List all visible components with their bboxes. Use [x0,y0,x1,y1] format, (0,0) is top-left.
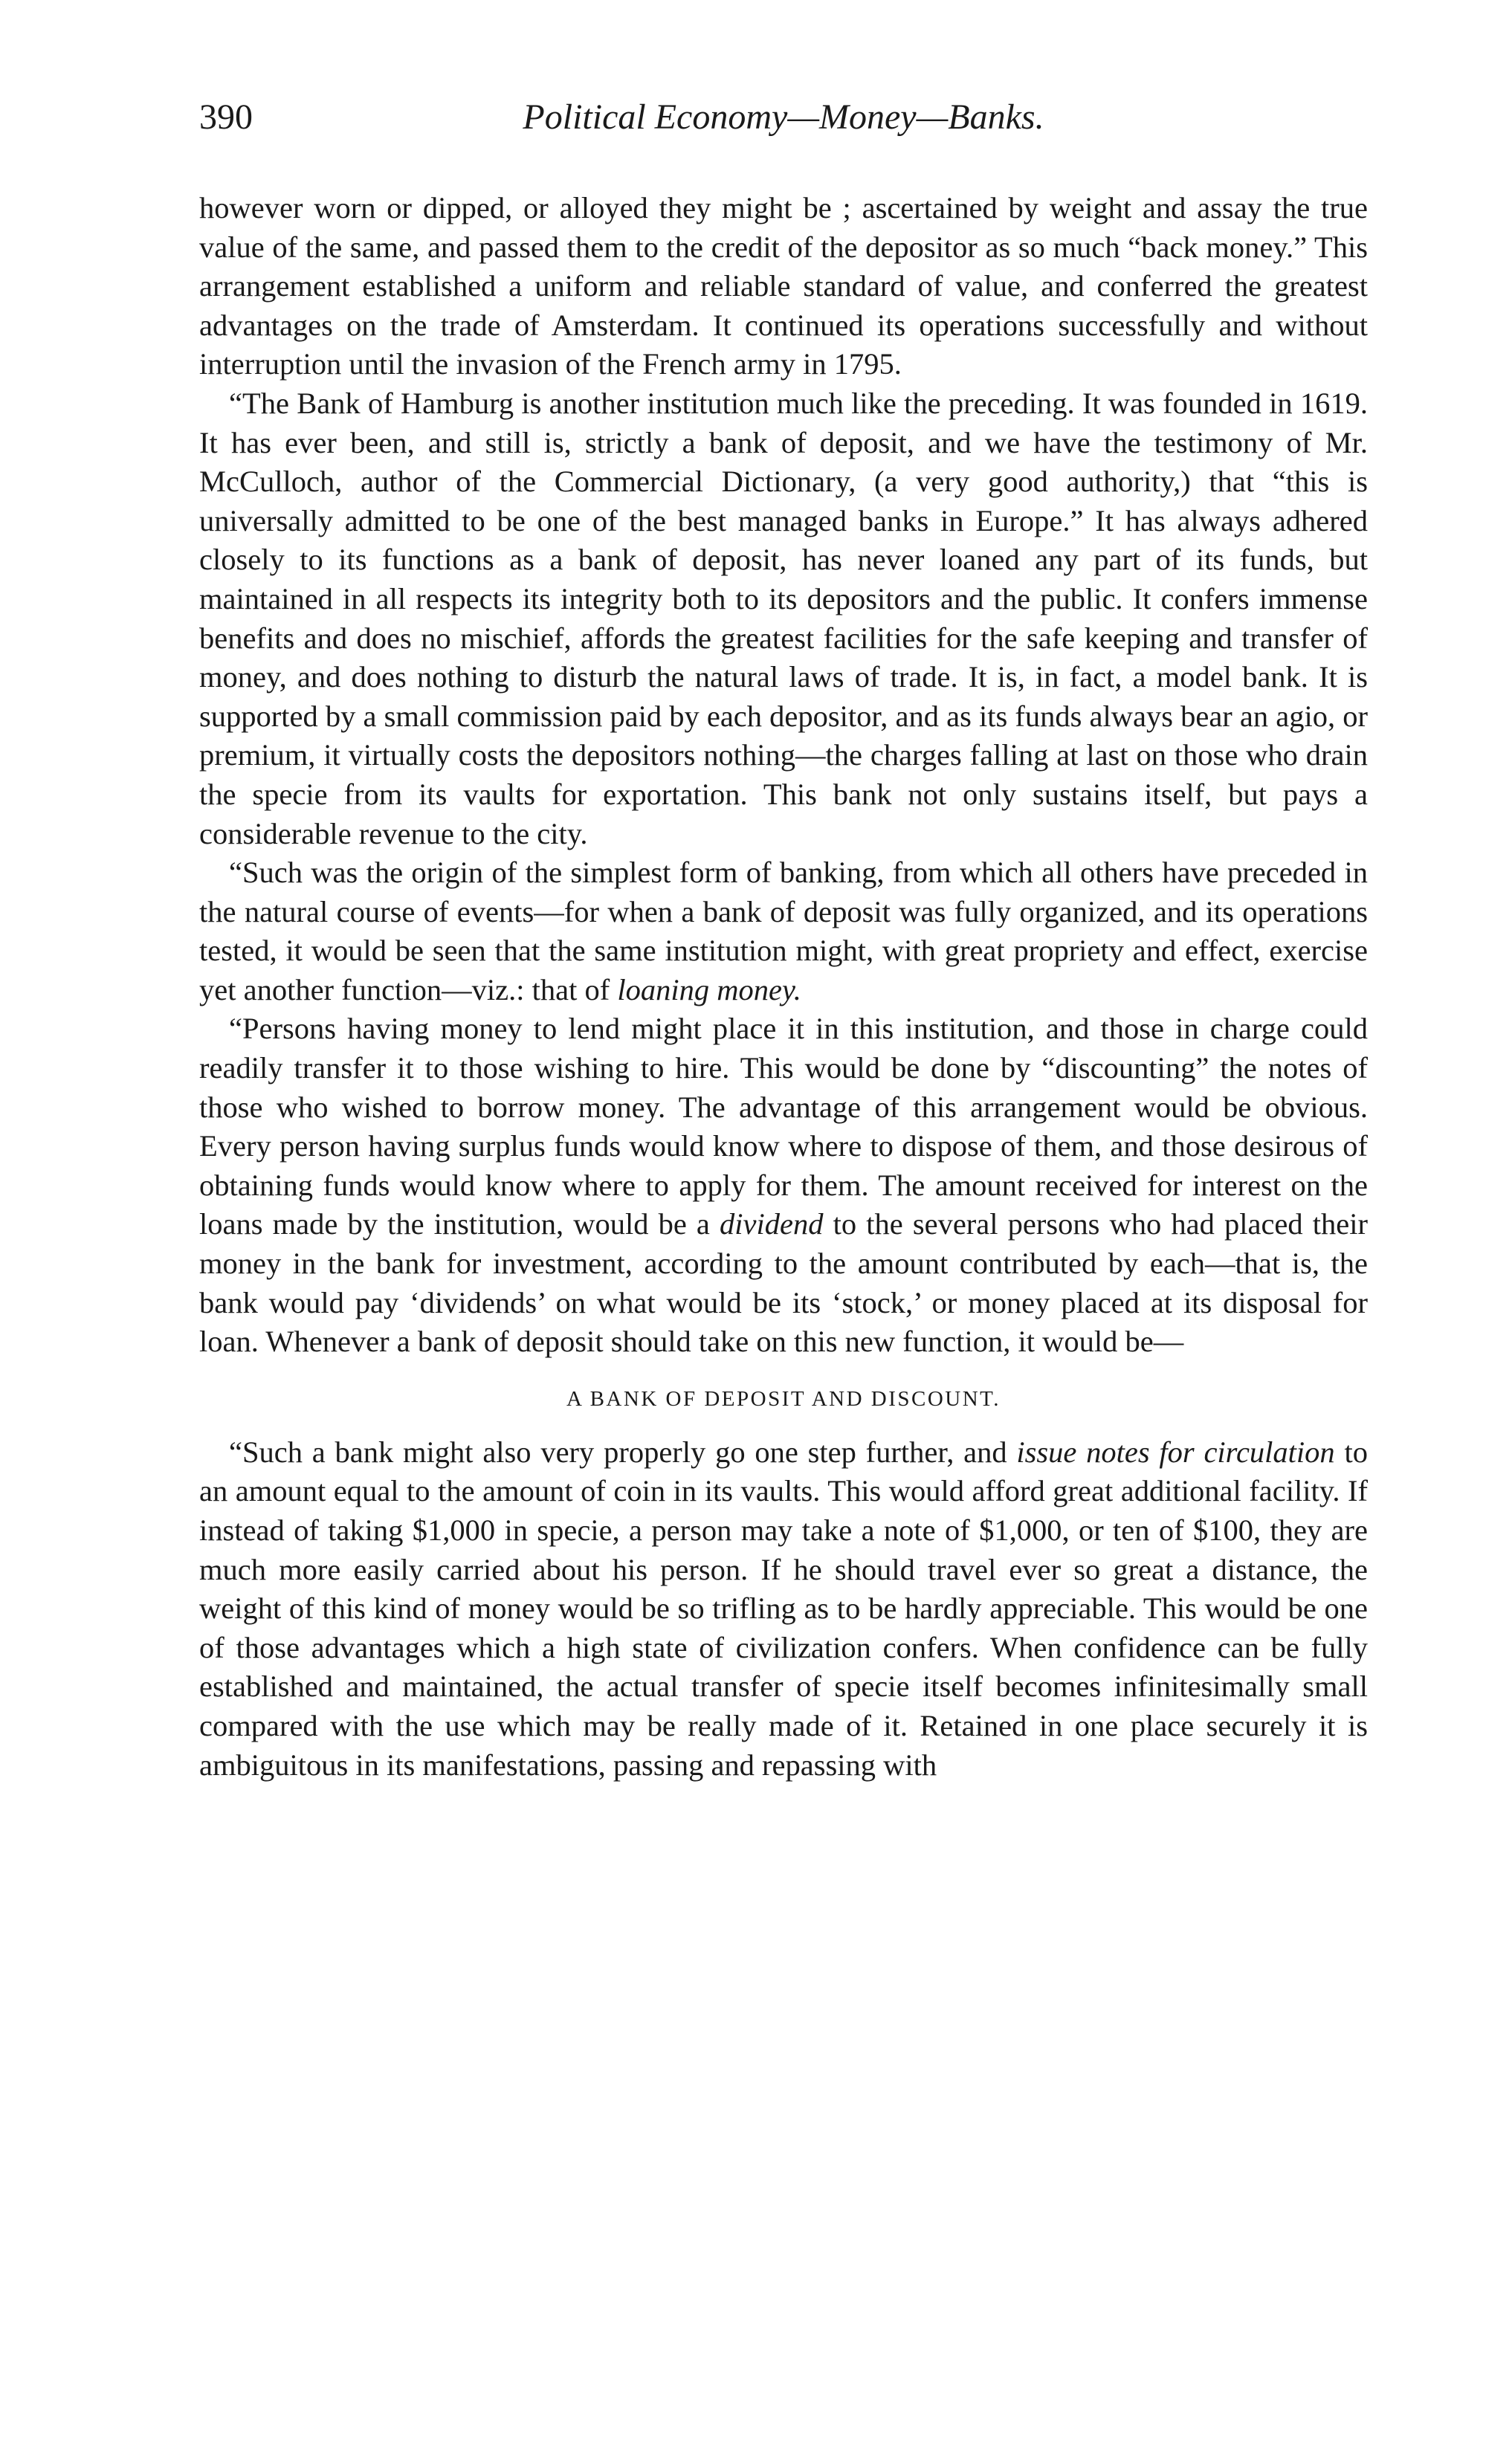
paragraph-hamburg: “The Bank of Hamburg is another institution much like the preceding. It was founded in 1619. It has ever been, and still is, strictly a bank of deposit, and we have the testimony of Mr. McCulloch, author of the Commercial Dictionary, (a very good authority,) that “this is universally admitted to be one of the best managed banks in Europe.” It has always adhered closely to its functions as a bank of deposit, has never loaned any part of its funds, but maintained in all respects its integrity both to its depositors and the public. It confers immense benefits and does no mischief, affords the greatest facilities for the safe keeping and transfer of money, and does nothing to disturb the natural laws of trade. It is, in fact, a model bank. It is supported by a small commission paid by each depositor, and as its funds always bear an agio, or premium, it virtually costs the depositors nothing—the charges falling at last on those who drain the specie from its vaults for exportation. This bank not only sustains itself, but pays a considerable revenue to the city. [199,386,1368,850]
page-number: 390 [199,97,253,137]
paragraph-circulation-text-2: to an amount equal to the amount of coin in its vaults. This would afford great additional facility. If instead of taking $1,000 in specie, a person may take a note of $1,000, or ten of $100, they are much more easily carried about his person. If he should travel ever so great a distance, the weight of this kind of money would be so trifling as to be hardly appreciable. This would be one of those advantages which a high state of civilization confers. When confidence can be fully established and maintained, the actual transfer of specie itself becomes infinitesimally small compared with the use which may be really made of it. Retained in one place securely it is ambiguitous in its manifestations, passing and repassing with [199,1435,1368,1782]
paragraph-lending-text-2: to the several persons who had placed their money in the bank for investment, according to the amount contributed by each—that is, the bank would pay ‘dividends’ on what would be its ‘stock,’ or money placed at its disposal for loan. Whenever a bank of deposit should take on this new function, it would be— [199,1207,1368,1359]
paragraph-lending-text-1: “Persons having money to lend might place it in this institution, and those in charge could readily transfer it to those wishing to hire. This would be done by “discounting” the notes of those who wished to borrow money. The advantage of this arrangement would be obvious. Every person having surplus funds would know where to dispose of them, and those desirous of obtaining funds would know where to apply for them. The amount received for interest on the loans made by the institution, would be a [199,1012,1368,1241]
paragraph-lending [199,1009,1368,1361]
paragraph-circulation-emphasis: issue notes for circulation [1016,1435,1335,1469]
page-header [199,97,1368,156]
book-page [199,97,1368,1785]
paragraph-origin-emphasis: loaning money. [617,972,801,1006]
running-title: Political Economy—Money—Banks. [523,97,1044,137]
paragraph-circulation [199,1433,1368,1785]
paragraph-amsterdam: however worn or dipped, or alloyed they might be ; ascertained by weight and assay the true value of the same, and passed them to the credit of the depositor as so much “back money.” This arrangement established a uniform and reliable standard of value, and conferred the greatest advantages on the trade of Amsterdam. It continued its operations successfully and without interruption until the invasion of the French army in 1795. [199,191,1368,381]
paragraph-origin-text: “Such was the origin of the simplest form of banking, from which all others have preceded in the natural course of events—for when a bank of deposit was fully organized, and its operations tested, it would be seen that the same institution might, with great propriety and effect, exercise yet another function—viz.: that of [199,856,1368,1006]
paragraph-lending-emphasis: dividend [720,1207,824,1241]
paragraph-origin [199,853,1368,1009]
section-heading: A BANK OF DEPOSIT AND DISCOUNT. [566,1386,1001,1411]
paragraph-circulation-text-1: “Such a bank might also very properly go one step further, and [229,1435,1017,1469]
